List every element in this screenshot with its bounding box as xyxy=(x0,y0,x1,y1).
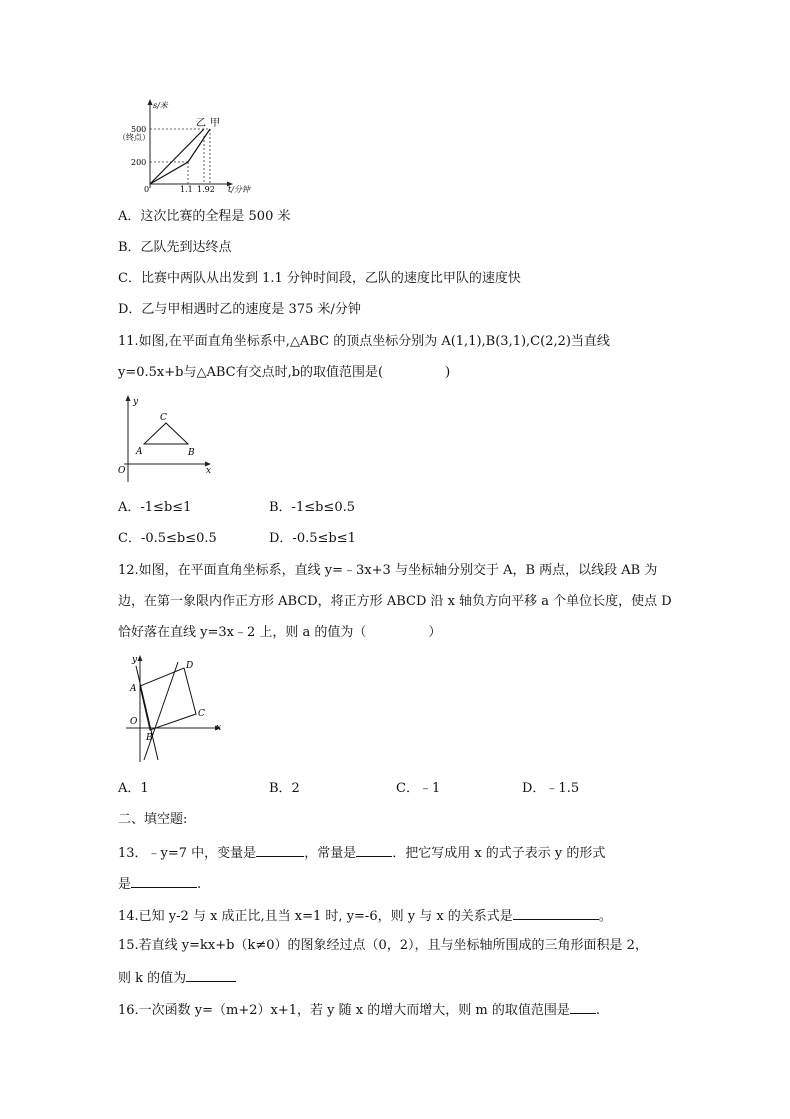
race-line-jia xyxy=(150,129,204,184)
race-tick-1.92: 1.92 xyxy=(197,185,215,194)
race-y-axis-note: （终点） xyxy=(118,133,150,142)
race-origin: 0 xyxy=(144,185,150,194)
race-label-yi: 乙 xyxy=(196,118,206,129)
race-label-jia: 甲 xyxy=(210,118,220,129)
tri-label-x: x xyxy=(206,466,212,476)
q10-option-b: B．乙队先到达终点 xyxy=(118,240,232,255)
q14-end: 。 xyxy=(598,909,612,924)
q12-line3-close: ） xyxy=(428,625,442,640)
race-tick-1.1: 1.1 xyxy=(180,185,193,194)
race-y-axis-label: s/米 xyxy=(153,101,168,110)
sq-label-c: C xyxy=(198,709,205,719)
q11-option-c: C．-0.5≤b≤0.5 xyxy=(118,531,217,546)
q11-option-b: B．-1≤b≤0.5 xyxy=(269,500,355,515)
q15-blank xyxy=(186,968,236,982)
q13-blank-2 xyxy=(356,843,392,857)
q12-line2: 边，在第一象限内作正方形 ABCD，将正方形 ABCD 沿 x 轴负方向平移 a 个单位长度，使点 D xyxy=(118,594,672,609)
sq-label-x: x xyxy=(216,723,222,733)
q16-text: 16.一次函数 y=（m+2）x+1，若 y 随 x 的增大而增大，则 m 的取值范围是 xyxy=(118,1003,570,1018)
q14-text: 14.已知 y-2 与 x 成正比,且当 x=1 时, y=-6，则 y 与 x 的关系式是 xyxy=(118,909,513,924)
square-figure xyxy=(116,652,226,764)
q12-option-a: A．1 xyxy=(118,781,149,796)
race-tick-500: 500 xyxy=(131,125,147,134)
q12-line1: 12.如图，在平面直角坐标系，直线 y=﹣3x+3 与坐标轴分别交于 A，B 两点，以线段 AB 为 xyxy=(118,563,658,578)
q13-text-b: ，常量是 xyxy=(304,846,357,861)
section-fill-in-title: 二、填空题: xyxy=(118,812,188,827)
q15-line2 xyxy=(118,968,236,988)
tri-y-arrow xyxy=(126,395,131,401)
q12-option-d: D．﹣1.5 xyxy=(522,781,580,796)
q16-blank xyxy=(570,1000,596,1014)
q13-text-a: 13．﹣y=7 中，变量是 xyxy=(118,846,257,861)
q12-option-b: B．2 xyxy=(269,781,300,796)
q10-option-c: C．比赛中两队从出发到 1.1 分钟时间段，乙队的速度比甲队的速度快 xyxy=(118,271,521,286)
sq-label-b: B xyxy=(146,733,153,743)
q10-option-d: D．乙与甲相遇时乙的速度是 375 米/分钟 xyxy=(118,302,361,317)
q12-line3 xyxy=(118,624,441,642)
q12-option-c: C．﹣1 xyxy=(396,781,441,796)
race-tick-200: 200 xyxy=(131,158,147,167)
tri-label-c: C xyxy=(160,413,167,423)
q16-line xyxy=(118,1000,600,1020)
race-y-arrow xyxy=(148,99,153,105)
q11-line2 xyxy=(118,364,450,382)
q13-text-d: 是 xyxy=(118,877,132,892)
q12-line3-text: 恰好落在直线 y=3x﹣2 上，则 a 的值为（ xyxy=(118,625,367,640)
tri-label-b: B xyxy=(188,448,195,458)
q13-text-c: ．把它写成用 x 的式子表示 y 的形式 xyxy=(392,846,606,861)
q11-line1: 11.如图,在平面直角坐标系中,△ABC 的顶点坐标分别为 A(1,1),B(3,1),C(2,2)当直线 xyxy=(118,334,610,349)
q11-line2-text: y=0.5x+b与△ABC有交点时,b的取值范围是( xyxy=(118,365,384,380)
race-graph-figure xyxy=(118,96,268,196)
q13-text-e: . xyxy=(197,877,202,892)
q15-line1: 15.若直线 y=kx+b（k≠0）的图象经过点（0，2），且与坐标轴所围成的三角形面积是 2， xyxy=(118,938,648,953)
q15-text: 则 k 的值为 xyxy=(118,971,187,986)
q11-option-a: A．-1≤b≤1 xyxy=(118,500,192,515)
q13-blank-1 xyxy=(256,843,304,857)
q11-line2-close: ) xyxy=(445,365,451,380)
q11-option-d: D．-0.5≤b≤1 xyxy=(269,531,356,546)
triangle-abc xyxy=(144,423,188,444)
triangle-figure xyxy=(116,392,221,484)
race-line-yi xyxy=(150,129,210,184)
sq-y-arrow xyxy=(138,655,143,661)
sq-label-o: O xyxy=(130,717,138,727)
q13-blank-3 xyxy=(131,874,197,888)
race-x-axis-label: t/分钟 xyxy=(228,185,250,194)
q14-blank xyxy=(513,906,599,920)
sq-label-y: y xyxy=(132,655,138,665)
q13-line1 xyxy=(118,843,605,863)
sq-line-increasing xyxy=(144,662,178,760)
tri-label-a: A xyxy=(136,447,143,457)
q16-end: . xyxy=(595,1003,600,1018)
tri-label-y: y xyxy=(133,397,139,407)
sq-label-a: A xyxy=(130,684,137,694)
sq-label-d: D xyxy=(186,661,194,671)
tri-label-o: O xyxy=(118,466,126,476)
q10-option-a: A．这次比赛的全程是 500 米 xyxy=(118,209,291,224)
q13-line2 xyxy=(118,874,201,894)
q14-line xyxy=(118,906,612,926)
